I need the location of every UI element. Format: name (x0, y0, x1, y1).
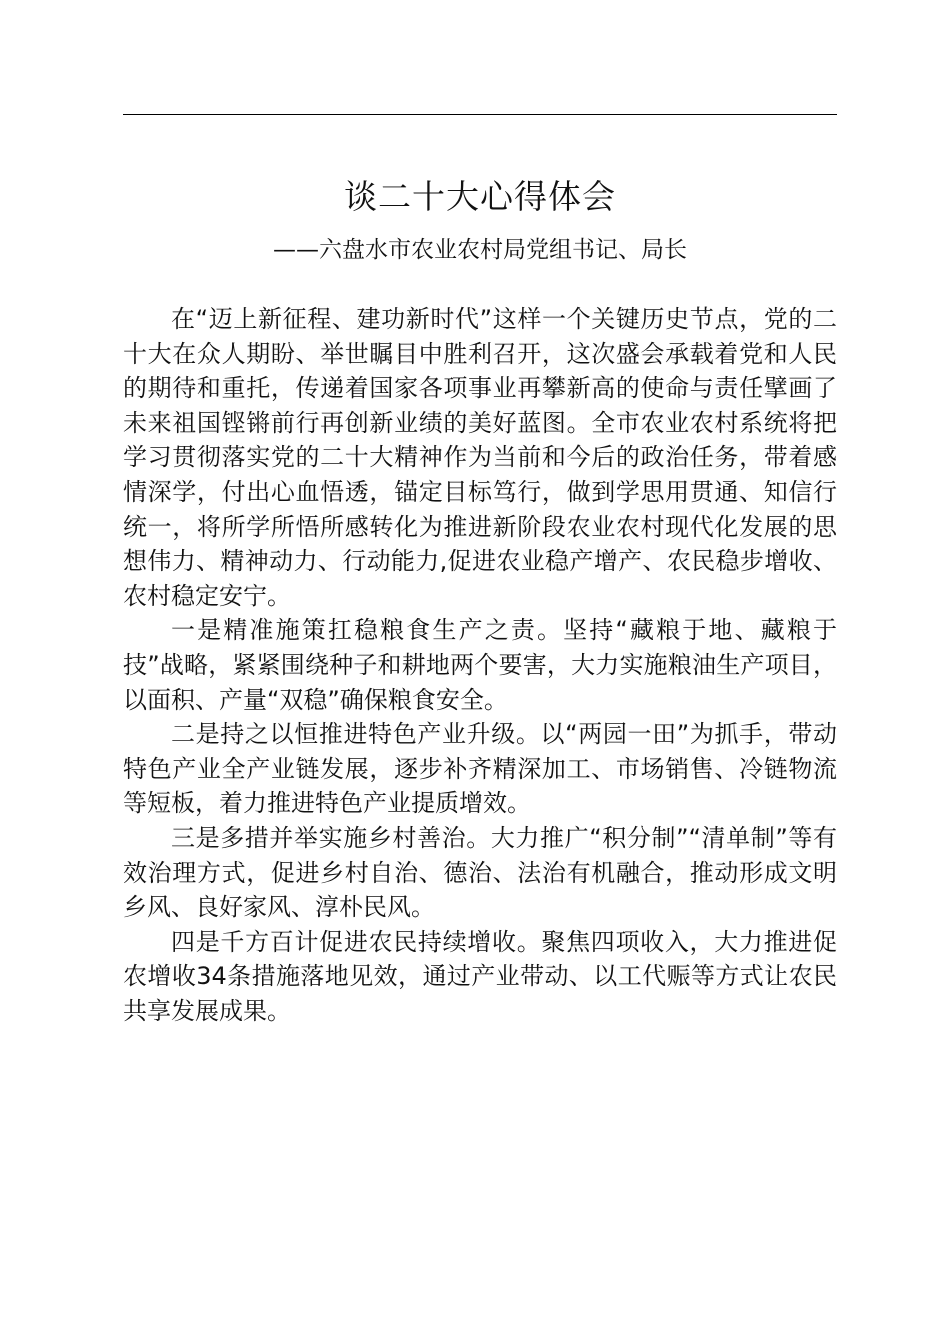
paragraph-intro: 在“迈上新征程、建功新时代”这样一个关键历史节点，党的二十大在众人期盼、举世瞩目中胜利召开，这次盛会承载着党和人民的期待和重托，传递着国家各项事业再攀新高的使命与责任擘画了未来祖国铿锵前行再创新业绩的美好蓝图。全市农业农村系统将把学习贯彻落实党的二十大精神作为当前和今后的政治任务，带着感情深学，付出心血悟透，锚定目标笃行，做到学思用贯通、知信行统一，将所学所悟所感转化为推进新阶段农业农村现代化发展的思想伟力、精神动力、行动能力,促进农业稳产增产、农民稳步增收、农村稳定安宁。 (123, 305, 837, 610)
document-subtitle: ——六盘水市农业农村局党组书记、局长 (273, 237, 687, 263)
document-body (123, 302, 837, 1028)
document-title: 谈二十大心得体会 (344, 177, 616, 216)
paragraph-point-2: 二是持之以恒推进特色产业升级。以“两园一田”为抓手，带动特色产业全产业链发展，逐步补齐精深加工、市场销售、冷链物流等短板，着力推进特色产业提质增效。 (123, 720, 837, 818)
paragraph-point-3: 三是多措并举实施乡村善治。大力推广“积分制”“清单制”等有效治理方式，促进乡村自治、德治、法治有机融合，推动形成文明乡风、良好家风、淳朴民风。 (123, 823, 837, 922)
header-divider (123, 114, 837, 115)
paragraph-point-1: 一是精准施策扛稳粮食生产之责。坚持“藏粮于地、藏粮于技”战略，紧紧围绕种子和耕地两个要害，大力实施粮油生产项目，以面积、产量“双稳”确保粮食安全。 (123, 616, 837, 714)
paragraph-point-4: 四是千方百计促进农民持续增收。聚焦四项收入，大力推进促农增收34条措施落地见效，通过产业带动、以工代赈等方式让农民共享发展成果。 (123, 927, 837, 1025)
